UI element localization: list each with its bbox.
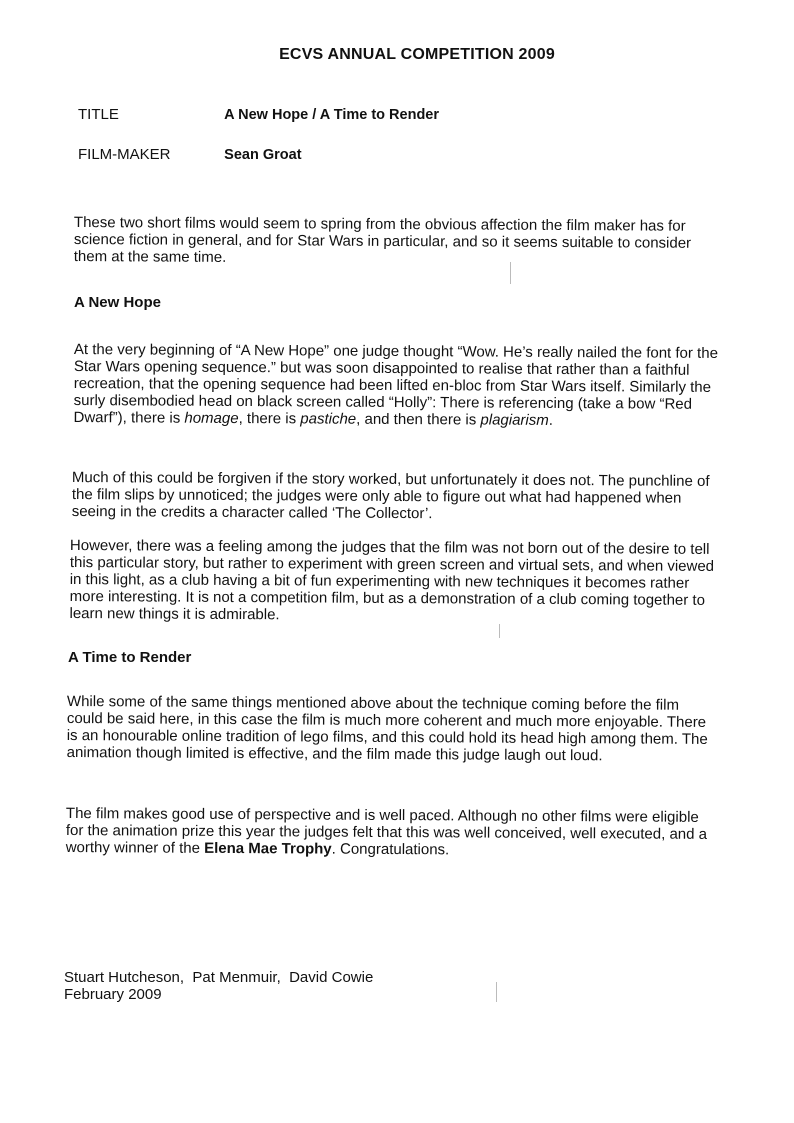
signature-date: February 2009 [64, 986, 162, 1003]
new-hope-paragraph-3: However, there was a feeling among the judges that the film was not born out of the desire to tell this particular story, but rather to experiment with green screen and virtual sets, and when viewed in this light, as a club having a bit of fun experimenting with new techniques it becomes rather more interesting. It is not a competition film, but as a demonstration of a club coming together to learn new things it is admirable. [69, 537, 715, 624]
filmmaker-value: Sean Groat [224, 147, 302, 163]
intro-paragraph: These two short films would seem to spring from the obvious affection the film maker has for science fiction in general, and for Star Wars in particular, and so it seems suitable to consider them at the same time. [73, 214, 692, 266]
scan-artifact [510, 262, 511, 284]
emphasis-plagiarism: plagiarism [480, 411, 549, 429]
judges-names: Stuart Hutcheson, Pat Menmuir, David Cowie [64, 969, 374, 986]
award-name: Elena Mae Trophy [204, 839, 332, 858]
title-row [78, 106, 439, 123]
text-run: , there is [238, 410, 301, 428]
time-to-render-paragraph-1: While some of the same things mentioned above about the technique coming before the film could be said here, in this case the film is much more coherent and much more enjoyable. There is an honourable online tradition of lego films, and this could hold its head high among them. The animation though limited is effective, and the film made this judge laugh out loud. [66, 693, 708, 765]
text-run: , and then there is [356, 410, 481, 429]
new-hope-paragraph-1 [73, 341, 724, 430]
time-to-render-paragraph-2 [66, 805, 716, 860]
filmmaker-label: FILM-MAKER [78, 146, 171, 163]
scan-artifact [496, 982, 497, 1002]
new-hope-paragraph-2: Much of this could be forgiven if the story worked, but unfortunately it does not. The punchline of the film slips by unnoticed; the judges were only able to figure out what had happened when seeing in the credits a character called ‘The Collector’. [71, 469, 710, 523]
scan-artifact [499, 624, 500, 638]
filmmaker-row [78, 146, 302, 163]
text-run: At the very beginning of “A New Hope” one judge thought “Wow. He’s really nailed the font for the Star Wars opening sequence.” but was soon disappointed to realise that rather than a faithful recreation, that the opening sequence had been lifted en-bloc from Star Wars itself. Similarly the surly disembodied head on black screen called “Holly”: There is referencing (take a bow “Red Dwarf”), there is [73, 341, 718, 427]
document-heading: ECVS ANNUAL COMPETITION 2009 [279, 46, 555, 63]
section-heading-new-hope: A New Hope [74, 294, 161, 311]
text-run: . Congratulations. [331, 840, 450, 859]
text-run: The film makes good use of perspective and is well paced. Although no other films were eligible for the animation prize this year the judges felt that this was well conceived, well executed, and a worthy winner of the [65, 805, 708, 857]
section-heading-time-to-render: A Time to Render [68, 649, 192, 666]
signature-block [64, 969, 373, 1003]
title-value: A New Hope / A Time to Render [224, 107, 440, 123]
emphasis-pastiche: pastiche [300, 410, 357, 428]
text-run: . [548, 411, 554, 429]
emphasis-homage: homage [184, 409, 239, 428]
title-label: TITLE [78, 106, 119, 123]
